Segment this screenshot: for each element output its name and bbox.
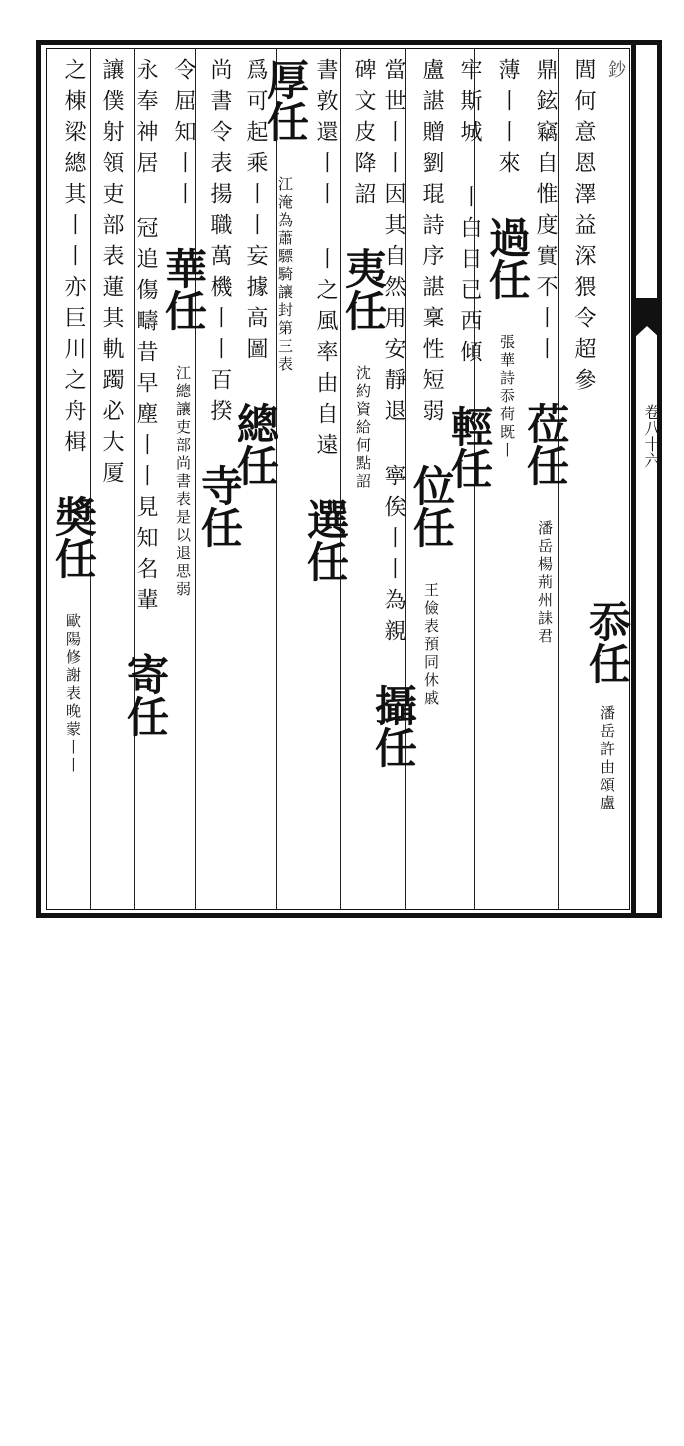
entry-note: 沈約資給何點詔 — [354, 365, 372, 491]
note-column-tai — [584, 600, 630, 1446]
column-text: 永奉神居 — [133, 58, 158, 182]
entry-heading: 選任 — [301, 498, 350, 582]
text-column-8 — [302, 58, 348, 904]
entry-heading: 位任 — [407, 464, 456, 548]
entry-text: 丨之風率由自遠 — [313, 247, 338, 464]
entry-text: 爲可起乘丨丨妄據高圖 — [243, 58, 268, 368]
column-text: 尚書令表揚職萬機丨丨百揆 — [207, 58, 232, 430]
entry-heading: 總任 — [231, 402, 280, 486]
entry-note: 江總讓吏部尚書表是以退思弱 — [174, 365, 192, 599]
entry-heading: 夷任 — [339, 247, 388, 331]
column-text: 令屈知丨丨 — [171, 58, 196, 213]
text-column-15 — [50, 58, 96, 904]
entry-text: 丨白日已西傾 — [457, 185, 482, 371]
column-text: 牢斯城 — [457, 58, 482, 151]
corner-mark: 鈔 — [605, 60, 626, 80]
entry-heading: 奬任 — [49, 495, 98, 579]
entry-note: 潘岳許由頌盧 — [598, 705, 616, 813]
volume-label: 卷八十六 — [642, 404, 661, 468]
entry-heading: 過任 — [483, 216, 532, 300]
entry-heading: 厚任 — [261, 58, 310, 142]
column-text: 之棟梁總其丨丨亦巨川之舟楫 — [61, 58, 86, 461]
entry-note: 潘岳楊荊州誄君 — [536, 520, 554, 646]
entry-text: 冠追傷疇昔早塵丨丨見知名輩 — [133, 216, 158, 619]
column-text: 閭何意恩澤益深猥令超參 — [571, 58, 596, 399]
column-text: 當世丨丨因其自然用安靜退 — [381, 58, 406, 430]
entry-heading: 輕任 — [445, 405, 494, 489]
column-text: 鼎鉉竊自惟度實不丨丨 — [533, 58, 558, 368]
entry-heading: 忝任 — [583, 600, 632, 684]
entry-text: 寧俟丨丨為親 — [381, 464, 406, 650]
entry-heading: 華任 — [159, 247, 208, 331]
entry-note: 王儉表預同休戚 — [422, 582, 440, 708]
entry-heading: 寄任 — [121, 653, 170, 737]
entry-note: 江淹為蕭驃騎讓封第三表 — [276, 176, 294, 374]
entry-heading: 莅任 — [521, 402, 570, 486]
entry-heading: 攝任 — [369, 684, 418, 768]
column-text: 薄丨丨來 — [495, 58, 520, 182]
entry-note: 張華詩忝荷既丨 — [498, 334, 516, 460]
margin-strip — [632, 40, 662, 918]
column-text: 讓僕射領吏部表蓮其軌躅必大厦 — [99, 58, 124, 492]
entry-heading: 寺任 — [195, 464, 244, 548]
column-text: 碑文皮降詔 — [351, 58, 376, 213]
entry-note: 歐陽修謝表晚蒙丨丨 — [64, 613, 82, 775]
column-text: 書敦還丨丨 — [313, 58, 338, 213]
column-text: 盧諶贈劉琨詩序諶稟性短弱 — [419, 58, 444, 430]
